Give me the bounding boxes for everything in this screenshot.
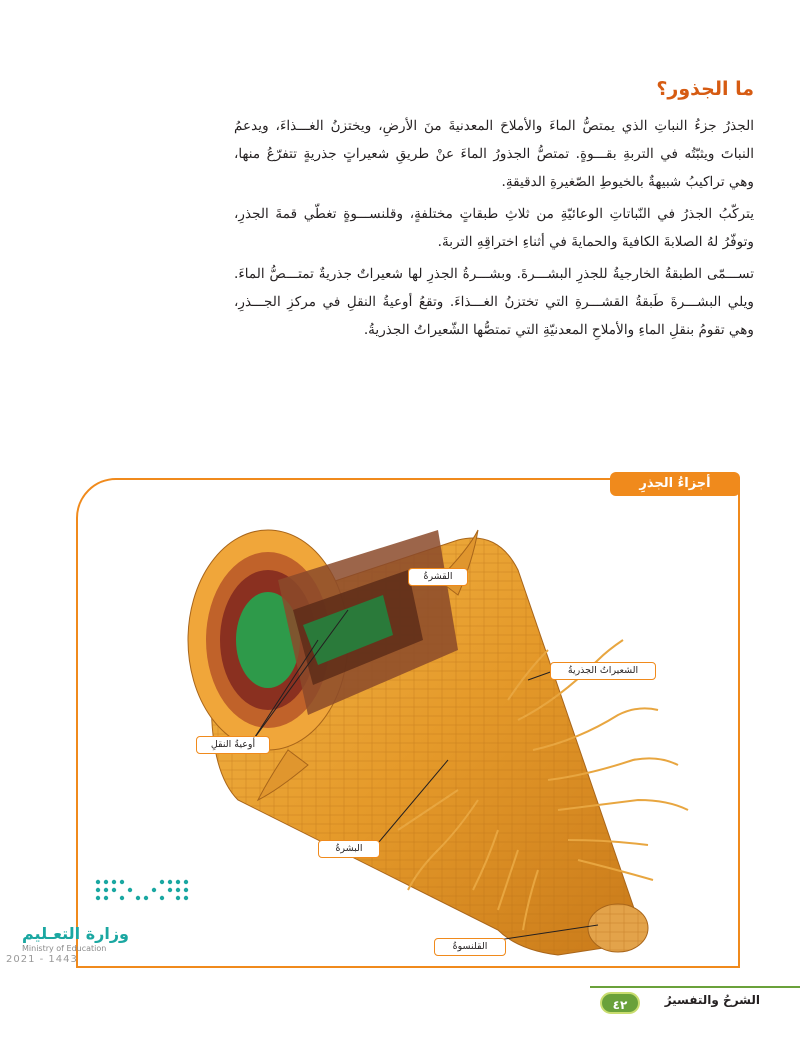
paragraph-2: يتركّبُ الجذرُ في النّباتاتِ الوعائيّةِ من ثلاثِ طبقاتٍ مختلفةٍ، وقلنســـوةٍ تغطّي قمةَ الجذرِ، وتوفّرُ لهُ الصلابةَ الكافيةَ والحمايةَ في أثناءِ اختراقِهِ التربةَ. — [234, 206, 754, 250]
label-vascular: أوعيةُ النقلِ — [196, 736, 270, 754]
ministry-name-english: Ministry of Education — [22, 944, 107, 953]
section-title: ما الجذور؟ — [656, 78, 754, 100]
ministry-logo — [6, 876, 176, 966]
label-root-cap: القلنسوةُ — [434, 938, 506, 956]
paragraph-1: الجذرُ جزءُ النباتِ الذي يمتصُّ الماءَ والأملاحَ المعدنيةَ منَ الأرضِ، ويختزنُ الغـــذاءَ، ويدعمُ النباتَ ويثبّتُه في التربةِ بقـــوةٍ. تمتصُّ الجذورُ الماءَ عنْ طريقِ شعيراتٍ جذريةٍ تتفرّعُ منها، وهي تراكيبُ شبيهةٌ بالخيوطِ الصّغيرةِ الدقيقةِ. — [234, 118, 754, 190]
ministry-name-arabic: وزارة التعـليم — [22, 924, 129, 943]
body-text — [234, 112, 754, 348]
page-number: ٤٢ — [600, 992, 640, 1014]
label-root-hairs: الشعيراتُ الجذريةُ — [550, 662, 656, 680]
footer-section-label: الشرحُ والتفسيرُ — [664, 993, 760, 1007]
label-cortex: القشرةُ — [408, 568, 468, 586]
figure-title: أجزاءُ الجذرِ — [610, 472, 740, 496]
label-epidermis: البشرةُ — [318, 840, 380, 858]
paragraph-3: تســـمّى الطبقةُ الخارجيةُ للجذرِ البشـــرةَ. وبشـــرةُ الجذرِ لها شعيراتٌ جذريةٌ تمتـــصُّ الماءَ. ويلي البشـــرةَ طَبقةُ القشـــرةِ التي تختزنُ الغـــذاءَ. وتقعُ أوعيةُ النقلِ في مركزِ الجـــذرِ، وهي تقومُ بنقلِ الماءِ والأملاحِ المعدنيّةِ التي تمتصُّها الشّعيراتُ الجذريةُ. — [234, 266, 754, 338]
ministry-year: 2021 - 1443 — [6, 954, 78, 965]
ministry-dots-icon — [92, 876, 200, 908]
